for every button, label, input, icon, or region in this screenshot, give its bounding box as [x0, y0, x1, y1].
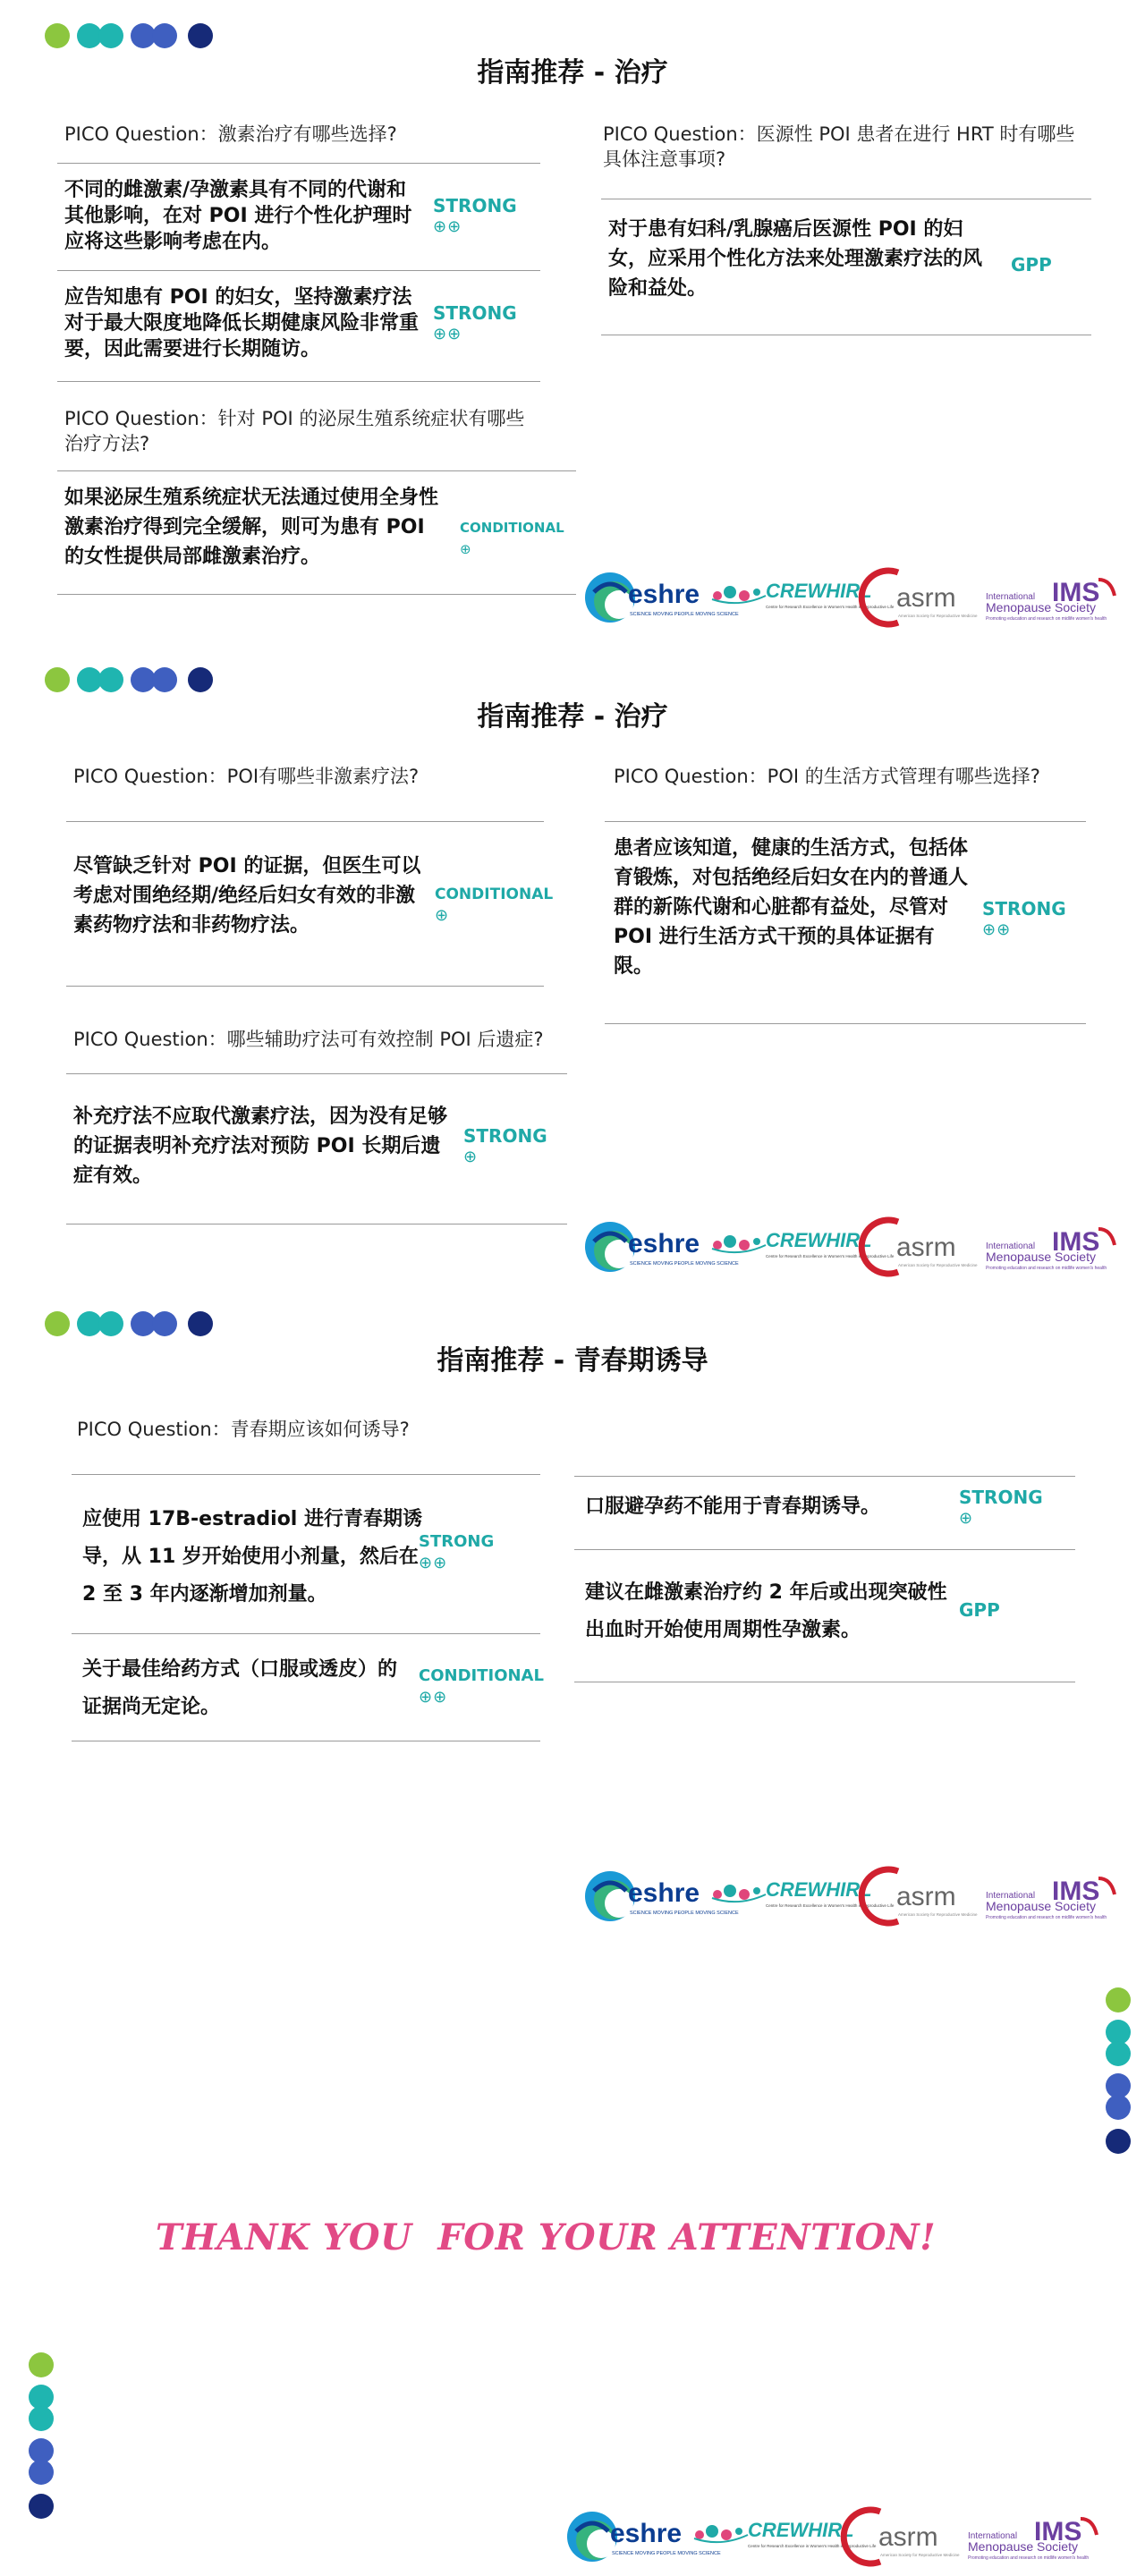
strength-level: STRONG: [433, 302, 517, 324]
strength-level: GPP: [1011, 254, 1052, 275]
evidence-quality: ⊕: [959, 1509, 974, 1528]
strength-tag: [460, 517, 564, 560]
asrm-logo: [878, 1215, 978, 1277]
dot-navy: [29, 2494, 54, 2519]
divider: [57, 381, 540, 382]
svg-text:IMS: IMS: [1052, 1877, 1100, 1906]
ims-logo: [984, 1864, 1136, 1927]
ims-logo: [984, 1215, 1136, 1277]
evidence-quality: ⊕⊕: [982, 920, 1012, 939]
dot-navy: [1106, 2129, 1131, 2154]
eshre-logo: [564, 2504, 721, 2567]
logo-strip: [581, 565, 1136, 628]
evidence-quality: ⊕⊕: [419, 1554, 448, 1572]
svg-text:Promoting education and resear: Promoting education and research on midlife women's health: [986, 1266, 1107, 1271]
strength-level: STRONG: [982, 898, 1066, 919]
dot-green: [45, 1311, 70, 1336]
svg-text:SCIENCE MOVING PEOPLE MOVING S: SCIENCE MOVING PEOPLE MOVING SCIENCE: [612, 2551, 721, 2556]
strength-tag: [433, 302, 517, 345]
thank-you-message: THANK YOU FOR YOUR ATTENTION!: [155, 2216, 937, 2258]
svg-text:International: International: [968, 2531, 1018, 2541]
recommendation: 应告知患有 POI 的妇女，坚持激素疗法对于最大限度地降低长期健康风险非常重要，因此需要进行长期随访。: [64, 286, 420, 360]
logo-strip: [564, 2504, 1118, 2567]
recommendation: 不同的雌激素/孕激素具有不同的代谢和其他影响，在对 POI 进行个性化护理时应将这些影响考虑在内。: [64, 179, 412, 253]
asrm-logo: [878, 1864, 978, 1927]
pico-question: PICO Question：医源性 POI 患者在进行 HRT 时有哪些具体注意事项?: [603, 123, 1075, 170]
svg-text:International: International: [986, 1891, 1036, 1901]
decorative-dots-right: [1106, 1987, 1131, 2157]
recommendation: 补充疗法不应取代激素疗法，因为没有足够的证据表明补充疗法对预防 POI 长期后遗症有效。: [73, 1106, 448, 1187]
dot-teal: [98, 1311, 123, 1336]
strength-tag: [1011, 254, 1052, 275]
decorative-dots-left: [29, 2352, 54, 2522]
svg-text:eshre: eshre: [628, 1229, 700, 1258]
svg-text:IMS: IMS: [1052, 578, 1100, 607]
dot-teal: [29, 2406, 54, 2431]
divider: [66, 1073, 567, 1074]
strength-level: CONDITIONAL: [419, 1666, 544, 1685]
svg-text:Centre for Research Excellence: Centre for Research Excellence in Women's Health in Reproductive Life: [766, 1254, 895, 1258]
svg-text:Centre for Research Excellence: Centre for Research Excellence in Women's Health in Reproductive Life: [766, 605, 895, 609]
evidence-quality: ⊕: [435, 906, 450, 925]
svg-text:SCIENCE MOVING PEOPLE MOVING S: SCIENCE MOVING PEOPLE MOVING SCIENCE: [630, 612, 739, 617]
svg-text:asrm: asrm: [878, 2522, 938, 2552]
svg-text:Promoting education and resear: Promoting education and research on midlife women's health: [986, 616, 1107, 622]
svg-text:eshre: eshre: [610, 2519, 683, 2548]
slide-title: 指南推荐 - 青春期诱导: [437, 1345, 708, 1377]
pico-question: PICO Question：青春期应该如何诱导?: [77, 1419, 410, 1440]
svg-text:Menopause Society: Menopause Society: [986, 600, 1096, 614]
strength-level: STRONG: [463, 1125, 547, 1147]
divider: [72, 1474, 540, 1475]
svg-text:eshre: eshre: [628, 580, 700, 609]
svg-text:Centre for Research Excellence: Centre for Research Excellence in Women's Health in Reproductive Life: [766, 1903, 895, 1908]
crewhirl-logo: [689, 2504, 877, 2567]
evidence-quality: ⊕: [463, 1148, 479, 1166]
crewhirl-logo: [707, 565, 895, 628]
strength-level: GPP: [959, 1599, 1000, 1621]
divider: [72, 1633, 540, 1634]
svg-text:CREWHIRL: CREWHIRL: [766, 580, 872, 602]
strength-tag: [433, 195, 517, 238]
svg-text:asrm: asrm: [896, 1233, 956, 1262]
logo-strip: [581, 1864, 1136, 1927]
dot-blue: [29, 2460, 54, 2485]
ims-logo: [984, 565, 1136, 628]
strength-tag: [419, 1665, 544, 1708]
svg-text:International: International: [986, 1241, 1036, 1251]
svg-text:CREWHIRL: CREWHIRL: [748, 2519, 854, 2541]
dot-teal: [98, 667, 123, 692]
dot-teal: [1106, 2041, 1131, 2066]
slide-puberty-induction: [0, 1288, 1145, 1932]
svg-text:International: International: [986, 592, 1036, 602]
svg-text:IMS: IMS: [1052, 1227, 1100, 1257]
svg-text:CREWHIRL: CREWHIRL: [766, 1229, 872, 1251]
svg-text:Centre for Research Excellence: Centre for Research Excellence in Women's Health in Reproductive Life: [748, 2544, 877, 2548]
svg-text:American Society for Reproduct: American Society for Reproductive Medicine: [898, 1912, 978, 1917]
crewhirl-logo: [707, 1215, 895, 1277]
strength-tag: [959, 1487, 1043, 1530]
recommendation: 口服避孕药不能用于青春期诱导。: [585, 1496, 881, 1518]
recommendation: 尽管缺乏针对 POI 的证据，但医生可以考虑对围绝经期/绝经后妇女有效的非激素药物疗法和非药物疗法。: [73, 855, 421, 936]
dot-blue: [152, 667, 177, 692]
slide-title: 指南推荐 - 治疗: [477, 57, 668, 89]
divider: [57, 470, 576, 471]
recommendation: 建议在雌激素治疗约 2 年后或出现突破性出血时开始使用周期性孕激素。: [585, 1581, 947, 1641]
divider: [66, 821, 544, 822]
svg-text:eshre: eshre: [628, 1878, 700, 1908]
pico-question: PICO Question：POI有哪些非激素疗法?: [73, 766, 420, 787]
divider: [66, 986, 544, 987]
strength-level: STRONG: [959, 1487, 1043, 1508]
divider: [57, 594, 576, 595]
svg-text:Promoting education and resear: Promoting education and research on midlife women's health: [986, 1915, 1107, 1920]
recommendation: 患者应该知道，健康的生活方式，包括体育锻炼，对包括绝经后妇女在内的普通人群的新陈代谢和心脏都有益处，尽管对 POI 进行生活方式干预的具体证据有限。: [614, 837, 969, 978]
pico-question: PICO Question：激素治疗有哪些选择?: [64, 123, 397, 145]
svg-text:SCIENCE MOVING PEOPLE MOVING S: SCIENCE MOVING PEOPLE MOVING SCIENCE: [630, 1261, 739, 1267]
dot-teal: [98, 23, 123, 48]
svg-text:asrm: asrm: [896, 1882, 956, 1911]
svg-text:Menopause Society: Menopause Society: [968, 2539, 1078, 2554]
divider: [574, 1476, 1075, 1477]
divider: [574, 1549, 1075, 1550]
asrm-logo: [861, 2504, 960, 2567]
svg-text:CREWHIRL: CREWHIRL: [766, 1878, 872, 1901]
dot-green: [1106, 1987, 1131, 2012]
divider: [605, 1023, 1086, 1024]
dot-blue: [152, 1311, 177, 1336]
dot-blue: [1106, 2095, 1131, 2120]
svg-text:Menopause Society: Menopause Society: [986, 1899, 1096, 1913]
dot-navy: [188, 23, 213, 48]
svg-text:IMS: IMS: [1034, 2517, 1082, 2546]
svg-text:Menopause Society: Menopause Society: [986, 1250, 1096, 1264]
recommendation: 如果泌尿生殖系统症状无法通过使用全身性激素治疗得到完全缓解，则可为患有 POI 的女性提供局部雌激素治疗。: [64, 487, 439, 568]
pico-question: PICO Question：POI 的生活方式管理有哪些选择?: [614, 766, 1040, 787]
asrm-logo: [878, 565, 978, 628]
dot-blue: [152, 23, 177, 48]
eshre-logo: [581, 1215, 739, 1277]
strength-level: STRONG: [433, 195, 517, 216]
eshre-logo: [581, 565, 739, 628]
divider: [57, 163, 540, 164]
strength-tag: [435, 884, 553, 927]
pico-question: PICO Question：针对 POI 的泌尿生殖系统症状有哪些治疗方法?: [64, 408, 525, 454]
eshre-logo: [581, 1864, 739, 1927]
evidence-quality: ⊕⊕: [419, 1688, 448, 1707]
dot-navy: [188, 1311, 213, 1336]
svg-text:American Society for Reproduct: American Society for Reproductive Medicine: [898, 614, 978, 618]
dot-navy: [188, 667, 213, 692]
strength-tag: [463, 1125, 547, 1168]
svg-text:asrm: asrm: [896, 583, 956, 613]
divider: [57, 270, 540, 271]
strength-level: CONDITIONAL: [435, 886, 554, 903]
strength-tag: [419, 1531, 494, 1574]
recommendation: 应使用 17B-estradiol 进行青春期诱导，从 11 岁开始使用小剂量，然后在 2 至 3 年内逐渐增加剂量。: [82, 1508, 423, 1606]
strength-level: STRONG: [419, 1532, 495, 1551]
crewhirl-logo: [707, 1864, 895, 1927]
recommendation: 关于最佳给药方式（口服或透皮）的证据尚无定论。: [82, 1658, 398, 1718]
evidence-quality: ⊕: [460, 541, 472, 557]
dot-green: [45, 23, 70, 48]
evidence-quality: ⊕⊕: [433, 325, 462, 343]
evidence-quality: ⊕⊕: [433, 217, 462, 236]
strength-tag: [959, 1599, 1000, 1621]
pico-question: PICO Question：哪些辅助疗法可有效控制 POI 后遗症?: [73, 1029, 544, 1050]
slide-title: 指南推荐 - 治疗: [477, 701, 668, 733]
svg-text:SCIENCE MOVING PEOPLE MOVING S: SCIENCE MOVING PEOPLE MOVING SCIENCE: [630, 1911, 739, 1916]
strength-level: CONDITIONAL: [460, 520, 564, 536]
slide-treatment-2: [0, 644, 1145, 1288]
logo-strip: [581, 1215, 1136, 1277]
ims-logo: [966, 2504, 1118, 2567]
strength-tag: [982, 898, 1066, 941]
svg-text:Promoting education and resear: Promoting education and research on midlife women's health: [968, 2555, 1090, 2561]
recommendation: 对于患有妇科/乳腺癌后医源性 POI 的妇女，应采用个性化方法来处理激素疗法的风险和益处。: [608, 218, 983, 300]
dot-green: [29, 2352, 54, 2377]
dot-green: [45, 667, 70, 692]
svg-text:American Society for Reproduct: American Society for Reproductive Medicine: [898, 1263, 978, 1267]
svg-text:American Society for Reproduct: American Society for Reproductive Medicine: [880, 2553, 960, 2557]
slide-treatment-1: [0, 0, 1145, 644]
divider: [605, 821, 1086, 822]
